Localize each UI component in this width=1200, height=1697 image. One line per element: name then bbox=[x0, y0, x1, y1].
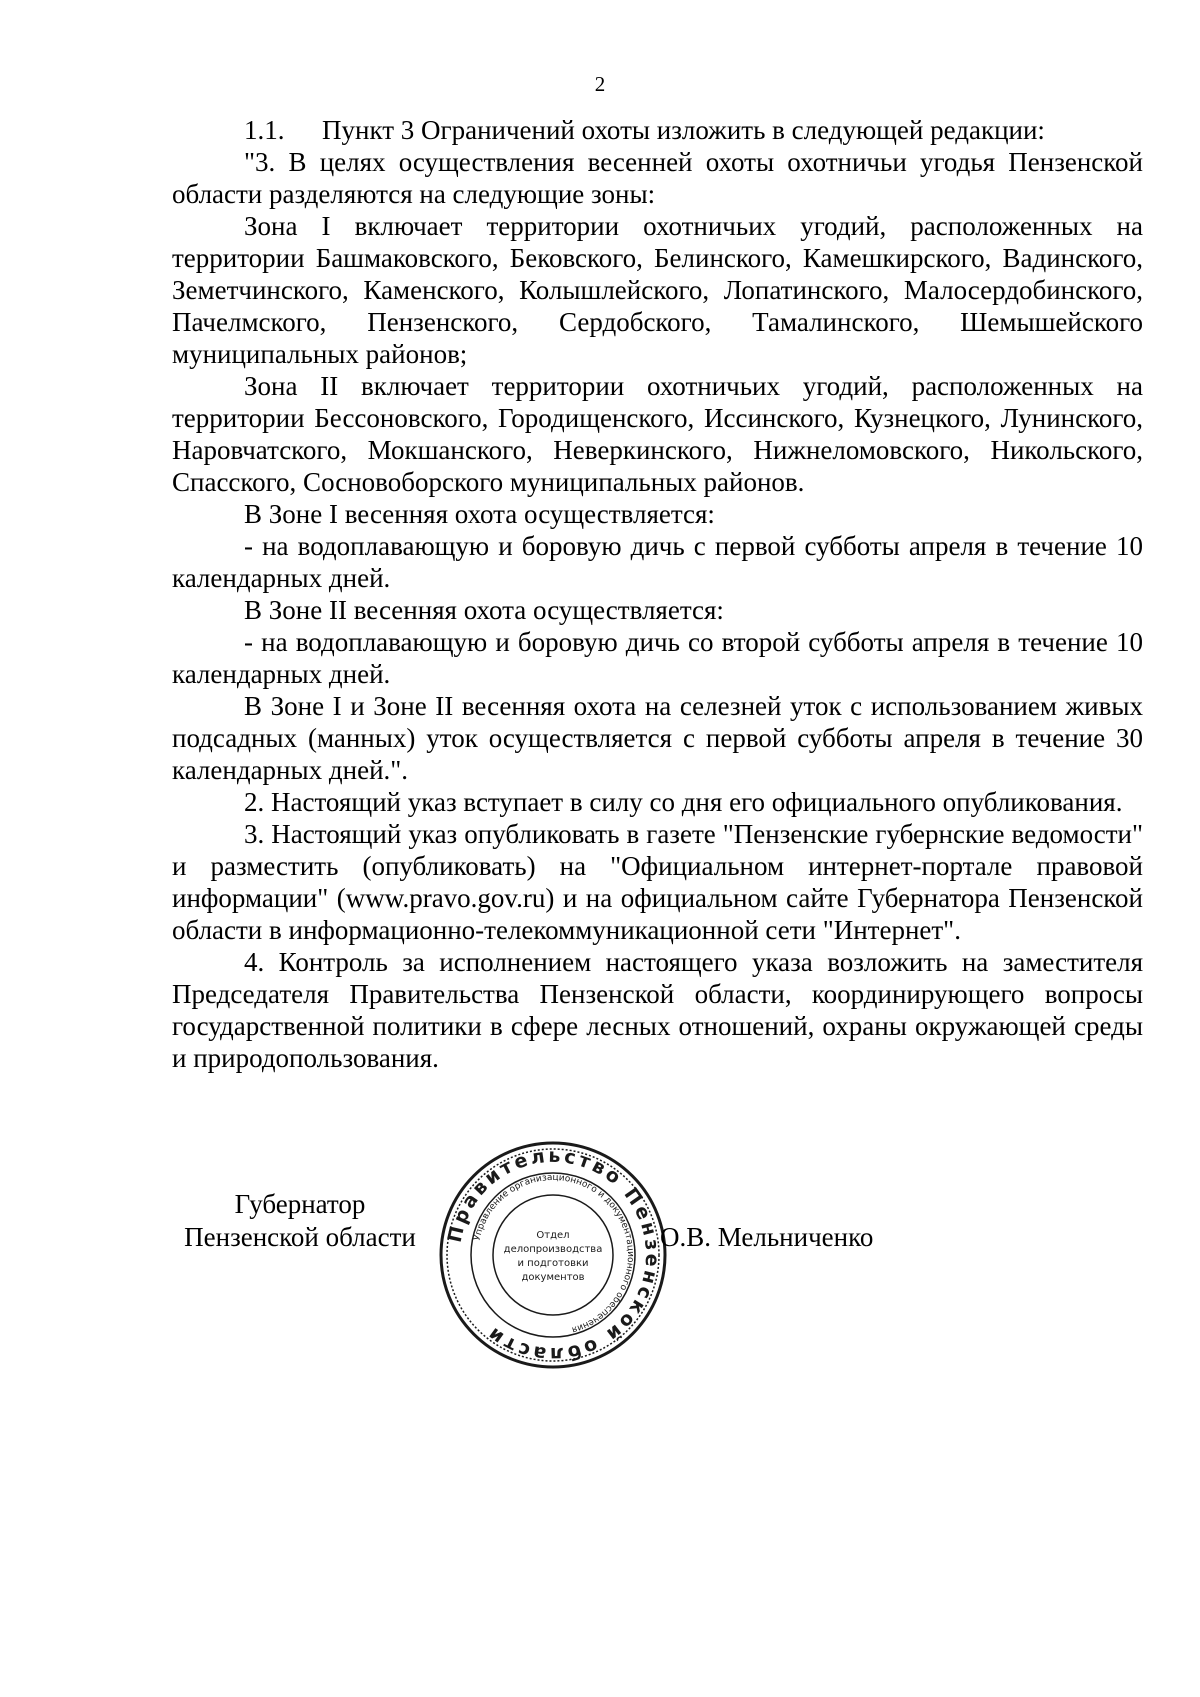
seal-inner-ring bbox=[493, 1195, 613, 1315]
seal-graphic bbox=[438, 1140, 668, 1370]
paragraph-item-4: 4. Контроль за исполнением настоящего указа возложить на заместителя Председателя Правительства Пензенской области, координирующего вопросы государственной политики в сфере лесных отношений, охраны окружающей среды и природопользования. bbox=[172, 947, 1143, 1073]
seal-center-line-3: и подготовки bbox=[517, 1258, 589, 1269]
item-number: 1.1. bbox=[244, 115, 285, 145]
paragraph-item-2: 2. Настоящий указ вступает в силу со дня его официального опубликования. bbox=[244, 787, 1123, 817]
official-seal bbox=[438, 1140, 668, 1370]
decree-body bbox=[172, 114, 1143, 1074]
signatory-name: О.В. Мельниченко bbox=[660, 1222, 874, 1252]
page-number: 2 bbox=[594, 72, 606, 96]
paragraph-zone-2-terms: - на водоплавающую и боровую дичь со второй субботы апреля в течение 10 календарных дней. bbox=[172, 627, 1143, 689]
paragraph-zone-1-terms: - на водоплавающую и боровую дичь с первой субботы апреля в течение 10 календарных дней. bbox=[172, 531, 1143, 593]
seal-center-line-2: делопроизводства bbox=[503, 1244, 603, 1255]
seal-inner-text: Управление организационного и документационного обеспечения bbox=[472, 1172, 636, 1335]
signatory-title-line-1: Губернатор bbox=[234, 1189, 366, 1219]
seal-outer-text: Правительство Пензенской области bbox=[443, 1144, 664, 1366]
signatory-title bbox=[160, 1188, 440, 1254]
paragraph-text: Пункт 3 Ограничений охоты изложить в следующей редакции: bbox=[322, 115, 1045, 145]
paragraph-zone-2: Зона II включает территории охотничьих угодий, расположенных на территории Бессоновского, Городищенского, Иссинского, Кузнецкого, Лунинского, Наровчатского, Мокшанского, Неверкинского, Нижнеломовского, Никольского, Спасского, Сосновоборского муниципальных районов. bbox=[172, 371, 1143, 497]
signatory-title-line-2: Пензенской области bbox=[184, 1222, 416, 1252]
seal-center-line-1: Отдел bbox=[536, 1230, 570, 1241]
paragraph-zone-1: Зона I включает территории охотничьих угодий, расположенных на территории Башмаковского, Бековского, Белинского, Камешкирского, Вадинского, Земетчинского, Каменского, Колышлейского, Лопатинского, Малосердобинского, Пачелмского, Пензенского, Сердобского, Тамалинского, Шемышейского муниципальных районов; bbox=[172, 211, 1143, 369]
seal-center-line-4: документов bbox=[521, 1272, 585, 1283]
paragraph-drake-hunting: В Зоне I и Зоне II весенняя охота на селезней уток с использованием живых подсадных (манных) уток осуществляется с первой субботы апреля в течение 30 календарных дней.". bbox=[172, 691, 1143, 785]
paragraph-zone-2-hunting: В Зоне II весенняя охота осуществляется: bbox=[244, 595, 724, 625]
paragraph-zone-1-hunting: В Зоне I весенняя охота осуществляется: bbox=[244, 499, 715, 529]
paragraph-zones-intro: "3. В целях осуществления весенней охоты охотничьи угодья Пензенской области разделяются на следующие зоны: bbox=[172, 147, 1143, 209]
paragraph-item-3: 3. Настоящий указ опубликовать в газете "Пензенские губернские ведомости" и разместить (опубликовать) на "Официальном интернет-портале правовой информации" (www.pravo.gov.ru) и на официальном сайте Губернатора Пензенской области в информационно-телекоммуникационной сети "Интернет". bbox=[172, 819, 1143, 945]
paragraph-item-1-1 bbox=[172, 114, 1143, 146]
